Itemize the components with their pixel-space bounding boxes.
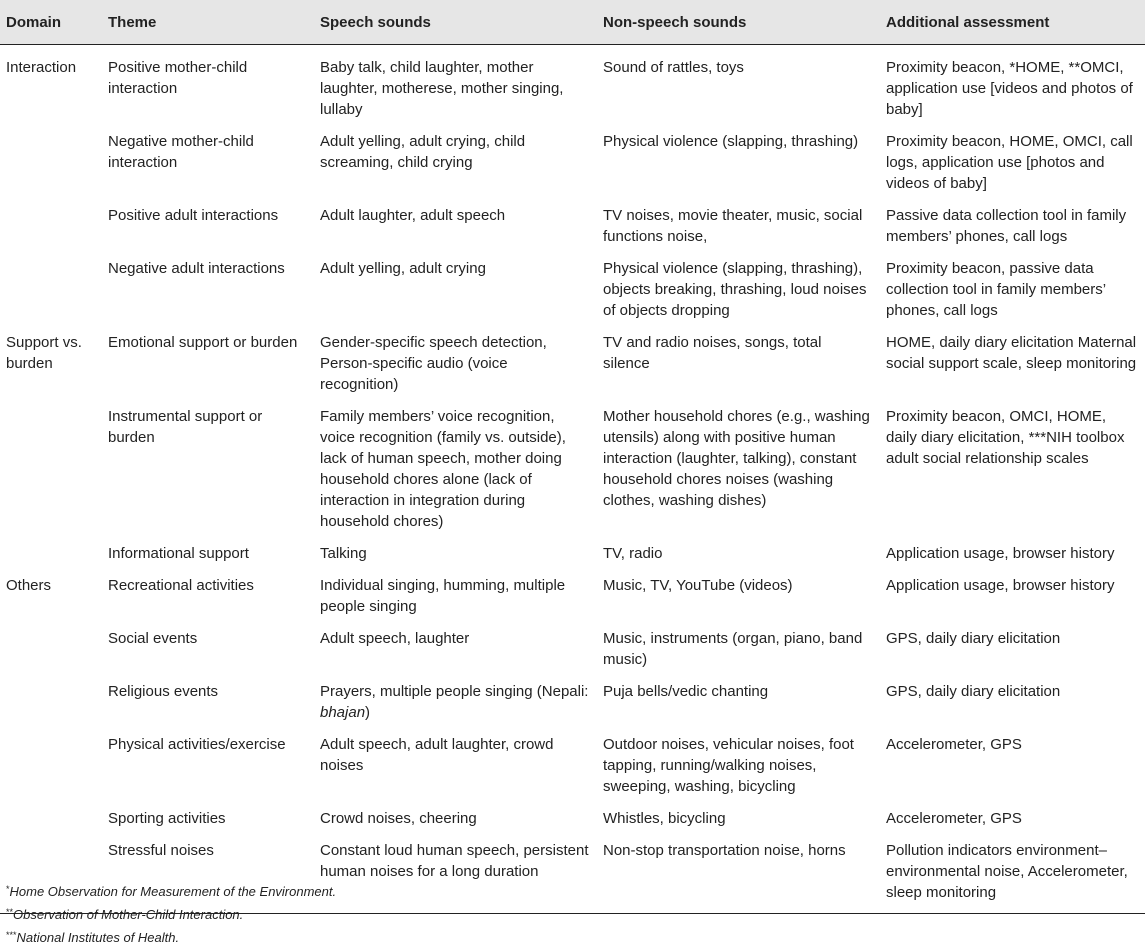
cell-domain: [0, 321, 102, 395]
cell-non-speech-sounds: [597, 670, 880, 723]
cell-speech-sounds-text: Constant loud human speech, persistent human noises for a long duration: [320, 842, 589, 880]
cell-theme: [102, 247, 314, 321]
footnotes: [6, 879, 1136, 948]
cell-domain: [0, 395, 102, 532]
cell-domain: [0, 723, 102, 797]
cell-domain: [0, 564, 102, 617]
cell-theme-text: Stressful noises: [108, 842, 214, 859]
cell-speech-sounds-text: Gender-specific speech detection, Person-specific audio (voice recognition): [320, 334, 547, 393]
cell-non-speech-sounds: [597, 247, 880, 321]
cell-non-speech-sounds: [597, 120, 880, 194]
cell-non-speech-sounds-text: Physical violence (slapping, thrashing): [603, 133, 859, 150]
cell-theme: [102, 45, 314, 121]
header-row: [0, 0, 1145, 45]
cell-non-speech-sounds-text: TV, radio: [603, 545, 663, 562]
cell-theme-text: Emotional support or burden: [108, 334, 298, 351]
table-row: [0, 45, 1145, 121]
cell-speech-tail: ): [365, 704, 371, 721]
cell-speech-sounds: [314, 120, 597, 194]
cell-non-speech-sounds-text: Mother household chores (e.g., washing utensils) along with positive human interaction (laughter, talking), constant household chores noises (washing clothes, washing dishes): [603, 408, 870, 509]
cell-theme-text: Religious events: [108, 683, 219, 700]
table-row: [0, 670, 1145, 723]
cell-non-speech-sounds-text: TV and radio noises, songs, total silence: [603, 334, 822, 372]
cell-additional-assessment-text: GPS, daily diary elicitation: [886, 630, 1061, 647]
cell-theme: [102, 395, 314, 532]
cell-speech-sounds-text: Individual singing, humming, multiple people singing: [320, 577, 566, 615]
footnote-mark: *: [6, 884, 10, 894]
cell-additional-assessment: [880, 120, 1145, 194]
cell-theme: [102, 120, 314, 194]
cell-additional-assessment: [880, 395, 1145, 532]
cell-non-speech-sounds: [597, 532, 880, 564]
cell-additional-assessment-text: Passive data collection tool in family members’ phones, call logs: [886, 207, 1127, 245]
cell-domain-text: Interaction: [6, 59, 77, 76]
table-row: [0, 321, 1145, 395]
table-row: [0, 723, 1145, 797]
cell-non-speech-sounds-text: Physical violence (slapping, thrashing), objects breaking, thrashing, loud noises of objects dropping: [603, 260, 867, 319]
cell-additional-assessment: [880, 321, 1145, 395]
cell-speech-sounds: [314, 670, 597, 723]
cell-additional-assessment-text: HOME, daily diary elicitation Maternal social support scale, sleep monitoring: [886, 334, 1137, 372]
cell-domain: [0, 120, 102, 194]
cell-theme-text: Social events: [108, 630, 198, 647]
cell-non-speech-sounds: [597, 321, 880, 395]
cell-additional-assessment-text: Accelerometer, GPS: [886, 736, 1022, 753]
cell-theme: [102, 617, 314, 670]
cell-theme-text: Instrumental support or burden: [108, 408, 263, 446]
cell-non-speech-sounds: [597, 723, 880, 797]
cell-non-speech-sounds-text: Music, TV, YouTube (videos): [603, 577, 793, 594]
cell-theme-text: Physical activities/exercise: [108, 736, 286, 753]
header-domain: Domain: [0, 0, 102, 45]
cell-speech-sounds: [314, 723, 597, 797]
footnote: [6, 925, 1136, 948]
cell-additional-assessment: [880, 670, 1145, 723]
cell-theme-text: Positive mother-child interaction: [108, 59, 248, 97]
cell-theme-text: Positive adult interactions: [108, 207, 279, 224]
header-speech-sounds: Speech sounds: [314, 0, 597, 45]
cell-speech-sounds-text: Baby talk, child laughter, mother laughter, motherese, mother singing, lullaby: [320, 59, 564, 118]
cell-additional-assessment: [880, 532, 1145, 564]
footnote: [6, 879, 1136, 902]
table-body: [0, 45, 1145, 914]
cell-speech-sounds-text: Prayers, multiple people singing (Nepali:: [320, 683, 589, 700]
header-additional-assessment: Additional assessment: [880, 0, 1145, 45]
cell-speech-sounds: [314, 532, 597, 564]
cell-theme: [102, 321, 314, 395]
cell-speech-sounds-text: Adult yelling, adult crying, child screaming, child crying: [320, 133, 526, 171]
table-row: [0, 194, 1145, 247]
cell-theme-text: Negative mother-child interaction: [108, 133, 254, 171]
cell-non-speech-sounds-text: Music, instruments (organ, piano, band music): [603, 630, 863, 668]
cell-additional-assessment: [880, 723, 1145, 797]
cell-additional-assessment-text: Application usage, browser history: [886, 577, 1115, 594]
cell-speech-sounds-text: Talking: [320, 545, 367, 562]
cell-theme: [102, 194, 314, 247]
header-theme: Theme: [102, 0, 314, 45]
footnote-text: Observation of Mother-Child Interaction.: [13, 907, 244, 922]
cell-speech-sounds: [314, 395, 597, 532]
cell-speech-sounds: [314, 247, 597, 321]
cell-theme: [102, 670, 314, 723]
cell-speech-sounds-text: Adult laughter, adult speech: [320, 207, 506, 224]
cell-theme-text: Negative adult interactions: [108, 260, 285, 277]
cell-speech-sounds: [314, 617, 597, 670]
table-row: [0, 532, 1145, 564]
cell-domain: [0, 194, 102, 247]
cell-non-speech-sounds-text: Whistles, bicycling: [603, 810, 726, 827]
footnote: [6, 902, 1136, 925]
table-row: [0, 564, 1145, 617]
cell-non-speech-sounds-text: Puja bells/vedic chanting: [603, 683, 769, 700]
cell-non-speech-sounds: [597, 395, 880, 532]
cell-speech-sounds-text: Family members’ voice recognition, voice recognition (family vs. outside), lack of human speech, mother doing household chores alone (lack of interaction in integration during household chores): [320, 408, 566, 530]
cell-theme: [102, 532, 314, 564]
cell-speech-emphasis: bhajan: [320, 704, 366, 721]
cell-non-speech-sounds: [597, 194, 880, 247]
cell-speech-sounds: [314, 194, 597, 247]
cell-non-speech-sounds-text: Non-stop transportation noise, horns: [603, 842, 846, 859]
cell-additional-assessment: [880, 617, 1145, 670]
cell-non-speech-sounds: [597, 45, 880, 121]
cell-non-speech-sounds-text: Outdoor noises, vehicular noises, foot tapping, running/walking noises, sweeping, washing, bicycling: [603, 736, 854, 795]
cell-non-speech-sounds: [597, 797, 880, 829]
cell-speech-sounds: [314, 45, 597, 121]
cell-additional-assessment: [880, 194, 1145, 247]
footnote-text: National Institutes of Health.: [16, 930, 180, 945]
cell-additional-assessment-text: Proximity beacon, HOME, OMCI, call logs, application use [photos and videos of baby]: [886, 133, 1133, 192]
footnote-mark: **: [6, 907, 14, 917]
cell-domain: [0, 532, 102, 564]
table-header: [0, 0, 1145, 45]
cell-additional-assessment-text: GPS, daily diary elicitation: [886, 683, 1061, 700]
cell-additional-assessment-text: Accelerometer, GPS: [886, 810, 1022, 827]
cell-non-speech-sounds: [597, 564, 880, 617]
cell-theme-text: Recreational activities: [108, 577, 254, 594]
cell-theme: [102, 564, 314, 617]
cell-speech-sounds: [314, 564, 597, 617]
cell-non-speech-sounds-text: Sound of rattles, toys: [603, 59, 744, 76]
table-row: [0, 120, 1145, 194]
cell-additional-assessment: [880, 247, 1145, 321]
cell-theme: [102, 797, 314, 829]
cell-additional-assessment: [880, 564, 1145, 617]
header-non-speech-sounds: Non-speech sounds: [597, 0, 880, 45]
cell-theme-text: Sporting activities: [108, 810, 226, 827]
table-row: [0, 247, 1145, 321]
cell-additional-assessment: [880, 797, 1145, 829]
cell-theme: [102, 723, 314, 797]
cell-additional-assessment-text: Proximity beacon, passive data collection tool in family members’ phones, call logs: [886, 260, 1106, 319]
footnote-mark: ***: [6, 930, 17, 940]
cell-theme-text: Informational support: [108, 545, 249, 562]
cell-speech-sounds-text: Adult yelling, adult crying: [320, 260, 486, 277]
cell-domain-text: Support vs. burden: [6, 334, 82, 372]
cell-speech-sounds-text: Crowd noises, cheering: [320, 810, 477, 827]
cell-domain-text: Others: [6, 577, 52, 594]
cell-additional-assessment-text: Application usage, browser history: [886, 545, 1115, 562]
cell-non-speech-sounds-text: TV noises, movie theater, music, social functions noise,: [603, 207, 863, 245]
cell-additional-assessment-text: Proximity beacon, *HOME, **OMCI, application use [videos and photos of baby]: [886, 59, 1133, 118]
cell-speech-sounds-text: Adult speech, adult laughter, crowd noises: [320, 736, 554, 774]
table-row: [0, 395, 1145, 532]
cell-non-speech-sounds: [597, 617, 880, 670]
footnote-text: Home Observation for Measurement of the Environment.: [9, 884, 337, 899]
table-row: [0, 617, 1145, 670]
cell-domain: [0, 617, 102, 670]
cell-domain: [0, 247, 102, 321]
cell-speech-sounds: [314, 797, 597, 829]
cell-additional-assessment-text: Proximity beacon, OMCI, HOME, daily diary elicitation, ***NIH toolbox adult social relationship scales: [886, 408, 1125, 467]
cell-speech-sounds: [314, 321, 597, 395]
table-row: [0, 797, 1145, 829]
cell-domain: [0, 797, 102, 829]
cell-additional-assessment-text: Pollution indicators environment–environmental noise, Accelerometer, sleep monitoring: [886, 842, 1128, 901]
cell-additional-assessment: [880, 45, 1145, 121]
cell-speech-sounds-text: Adult speech, laughter: [320, 630, 470, 647]
cell-domain: [0, 670, 102, 723]
cell-domain: [0, 45, 102, 121]
